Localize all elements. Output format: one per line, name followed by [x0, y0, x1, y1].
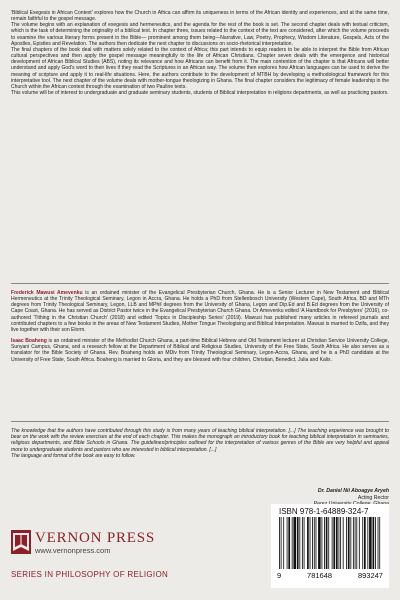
barcode-bar	[350, 517, 351, 569]
barcode-bar	[353, 517, 354, 569]
author-bio-text: is an ordained minister of the Evangelical Presbyterian Church, Ghana. He is a Senior Lecturer in New Testament and Biblical Hermeneutics at the Trinity Theological Seminary, Legon in Accra, Ghana. He holds a PhD from Stellenbosch University (Western Cape), South Africa, BD and MTh degrees from Trinity Theological Seminary, Legon, LLB and MPhil degrees from the University of Ghana, Legon and Dip.Ed and B.Ed degrees from the University of Cape Coast, Ghana. He has served as District Pastor twice in the Evangelical Presbyterian Church Ghana. Dr Amevenku edited 'A Handbook for Presbyters' (2016), co-authored 'Tithing in the Christian Church' (2018) and edited 'Topics in Discipleship Series' (2019). Mawusi has published many articles in refereed journals and contributed chapters to a few books in the areas of New Testament Studies, Mother Tongue Theologising and Biblical Interpretation. Mawusi is married to Dzifa, and they live together with their son Elorm.	[11, 290, 389, 333]
barcode-bar	[346, 517, 347, 569]
publisher-block	[11, 528, 221, 590]
publisher-url: www.vernonpress.com	[35, 546, 111, 555]
barcode-bar	[355, 517, 356, 569]
barcode-bar	[318, 517, 321, 569]
author-bio-text: is an ordained minister of the Methodist Church Ghana, a part-time Biblical Hebrew and Old Testament lecturer at Christian Service University College, Sunyani Campus, Ghana, and a research fellow at the Department of Biblical and Religious Studies, University of the Free State, South Africa. He also serves as a translator for the Bible Society of Ghana. Rev. Boaheng holds an MDiv from Trinity Theological Seminary, Legon-Accra, Ghana, and he is a PhD candidate at the University of Free State, South Africa. Boaheng is married to Gloria, and they are blessed with four children, Christian, Benedict, Julia and Kalix.	[11, 338, 389, 363]
series-name: SERIES IN PHILOSOPHY OF RELIGION	[11, 570, 169, 579]
barcode-bar	[359, 517, 360, 569]
barcode-bar	[279, 517, 280, 569]
barcode-bar	[340, 517, 341, 569]
barcode-bar	[364, 517, 366, 569]
barcode-bar	[332, 517, 333, 569]
reviewer-name: Dr. Daniel Nii Aboagye Aryeh	[317, 488, 389, 494]
author-bios	[11, 290, 389, 368]
barcode-bar	[348, 517, 350, 569]
barcode-bar	[314, 517, 315, 569]
author-name: Isaac Boaheng	[11, 338, 47, 345]
divider	[11, 283, 389, 284]
author-name: Frederick Mawusi Amevenku	[11, 290, 83, 296]
barcode-bar	[328, 517, 329, 569]
barcode-digits	[277, 571, 383, 580]
barcode-bar	[304, 517, 305, 569]
barcode-bar	[362, 517, 363, 569]
isbn-label: ISBN 978-1-64889-324-7	[279, 507, 369, 516]
barcode-bar	[333, 517, 335, 569]
barcode-bar	[299, 517, 300, 569]
author-bio	[11, 338, 389, 363]
publisher-name: VERNON PRESS	[35, 530, 156, 546]
review-quote	[11, 428, 389, 459]
barcode-digit-group: 893247	[357, 571, 383, 580]
barcode-bar	[310, 517, 311, 569]
vernon-press-logo-icon	[11, 530, 31, 554]
barcode-bar	[356, 517, 357, 569]
barcode-image	[277, 517, 383, 571]
divider	[11, 421, 389, 422]
barcode-bar	[283, 517, 284, 569]
description-paragraph: The volume begins with an explanation of exegesis and hermeneutics, and the agenda for the rest of the book is set. The second chapter deals with textual criticism, which is the task of determining the originality of a biblical text. In chapter three, issues related to the context of the text are considered, after which the volume proceeds to examine the various literary forms present in the Bible— prominent among them being—Narrative, Law, Poetry, Prophecy, Wisdom Literature, Gospels, Acts of the Apostles, Epistles and Revelation. The authors then dedicate the next chapter to discussions on socio-rhetorical interpretation.	[11, 22, 389, 47]
barcode-bar	[312, 517, 313, 569]
barcode-bar	[369, 517, 372, 569]
review-closing: The language and format of the book are easy to follow.	[11, 452, 136, 459]
barcode-bar	[288, 517, 290, 569]
barcode-bar	[292, 517, 293, 569]
barcode-bar	[287, 517, 288, 569]
barcode-digit-group: 9	[277, 571, 282, 580]
barcode-bar	[375, 517, 376, 569]
barcode-bar	[373, 517, 375, 569]
book-description	[11, 10, 389, 96]
review-text: The knowledge that the authors have contributed through this study is from many years of teaching biblical interpretation. [...] The teaching experience was brought to bear on the work with the review exercises at the end of each chapter. This makes the monograph an introductory book for teaching biblical interpretation in seminaries, religious departments, and Bible Schools in Ghana. The guidelines/principles outlined for the interpretation of various genres of the Bible are very helpful and appeal more to undergraduate students and pastors who are interested in biblical interpretation. [...]	[11, 428, 389, 453]
barcode-bar	[293, 517, 296, 569]
barcode-bar	[326, 517, 328, 569]
barcode-bar	[367, 517, 368, 569]
barcode-block	[271, 504, 389, 588]
barcode-bar	[343, 517, 344, 569]
reviewer-role: Acting Rector	[357, 494, 389, 501]
barcode-bar	[297, 517, 299, 569]
barcode-digit-group: 781648	[307, 571, 333, 580]
barcode-bar	[322, 517, 323, 569]
barcode-bar	[307, 517, 309, 569]
barcode-bar	[324, 517, 325, 569]
barcode-bar	[336, 517, 338, 569]
barcode-bar	[281, 517, 282, 569]
barcode-bar	[316, 517, 317, 569]
description-paragraph: 'Biblical Exegesis in African Context' explores how the Church in Africa can affirm its uniqueness in terms of the African identity and experiences, and at the same time, remain faithful to the gospel message.	[11, 10, 389, 23]
barcode-bar	[378, 517, 379, 569]
description-paragraph: The final chapters of the book deal with matters solely related to the context of Africa; this part intends to equip readers to be able to interpret the Bible from African cultural perspectives and then apply the gospel message meaningfully to the life of African Christians. Chapter seven deals with the emergence and historical development of African Biblical Studies (ABS), noting its relevance and how Africans can benefit from it. The main contention of the chapter is that Africans will better understand and apply God's word to their lives if they read the Scriptures in an African way. The volume then explores how African languages can be used to derive the meaning of scripture and apply it to real-life situations. Here, the authors contribute to the development of MTBH by developing a methodological framework for this interpretative tool. The next chapter of the volume deals with mother-tongue theologizing in Ghana. The final chapter considers the legitimacy of female leadership in the Church within the African context through the examination of two Pauline texts.	[11, 46, 389, 90]
barcode-bar	[302, 517, 303, 569]
barcode-bar	[339, 517, 340, 569]
description-paragraph: This volume will be of interest to undergraduate and graduate seminary students, students of Biblical interpretation in religions departments, as well as practicing pastors.	[11, 90, 389, 97]
barcode-bar	[379, 517, 380, 569]
author-bio	[11, 290, 389, 333]
